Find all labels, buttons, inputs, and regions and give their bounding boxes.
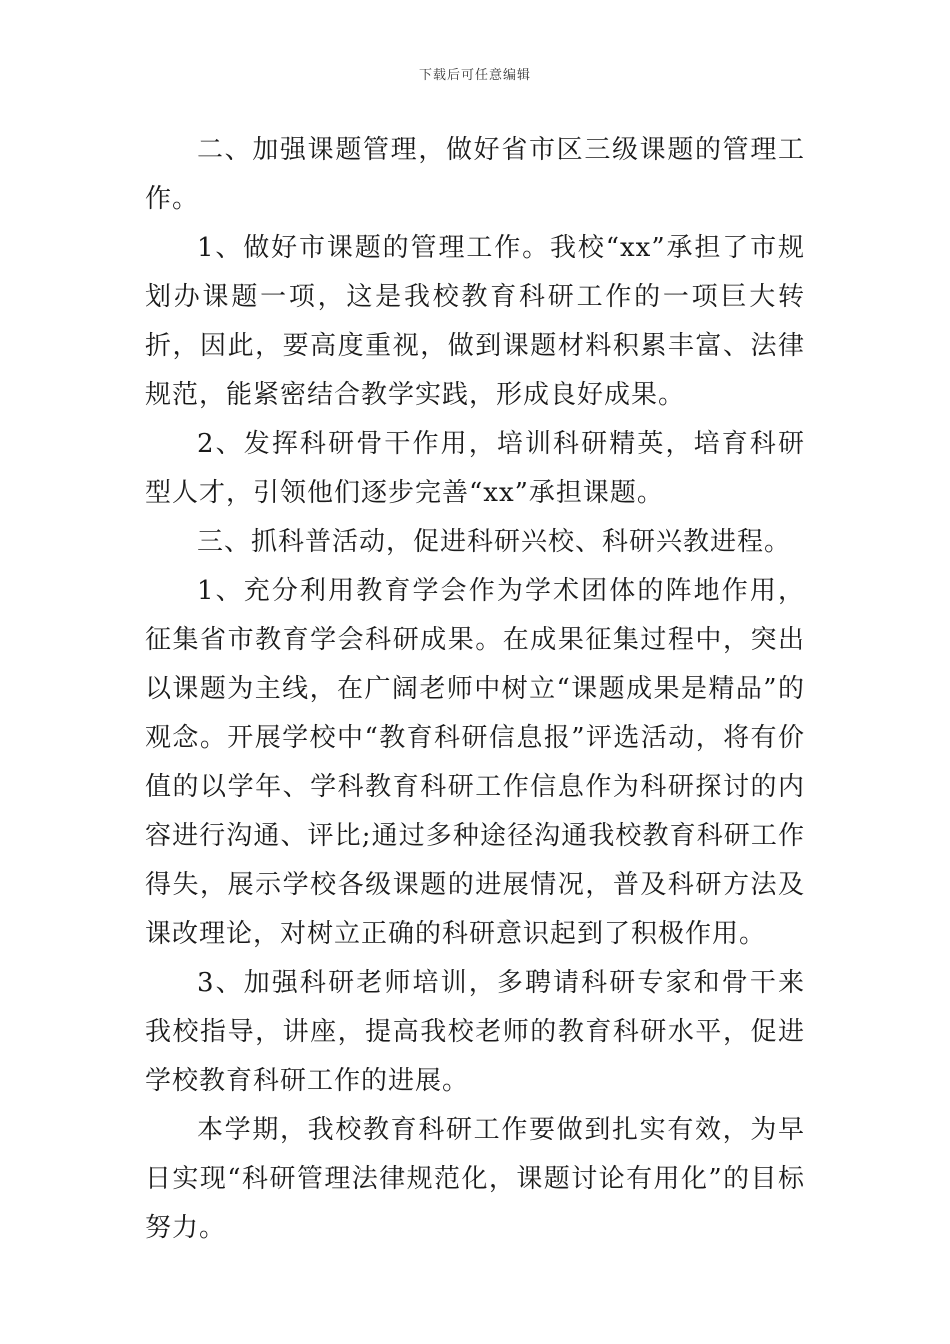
document-body	[145, 126, 805, 1253]
paragraph-section-3-heading: 三、抓科普活动，促进科研兴校、科研兴教进程。	[197, 527, 792, 557]
paragraph-item-3-teacher-training: 3、加强科研老师培训，多聘请科研专家和骨干来我校指导，讲座，提高我校老师的教育科研水平，促进学校教育科研工作的进展。	[145, 968, 805, 1096]
page-header-note: 下载后可任意编辑	[418, 68, 531, 83]
paragraph-item-2-research-backbone: 2、发挥科研骨干作用，培训科研精英，培育科研型人才，引领他们逐步完善“xx”承担课题。	[145, 429, 805, 508]
paragraph-item-1-education-society: 1、充分利用教育学会作为学术团体的阵地作用，征集省市教育学会科研成果。在成果征集过程中，突出以课题为主线，在广阔老师中树立“课题成果是精品”的观念。开展学校中“教育科研信息报”评选活动，将有价值的以学年、学科教育科研工作信息作为科研探讨的内容进行沟通、评比;通过多种途径沟通我校教育科研工作得失，展示学校各级课题的进展情况，普及科研方法及课改理论，对树立正确的科研意识起到了积极作用。	[145, 576, 805, 949]
paragraph-section-2-heading: 二、加强课题管理，做好省市区三级课题的管理工作。	[145, 135, 805, 214]
paragraph-conclusion: 本学期，我校教育科研工作要做到扎实有效，为早日实现“科研管理法律规范化，课题讨论有用化”的目标努力。	[145, 1115, 805, 1243]
paragraph-item-1-city-project: 1、做好市课题的管理工作。我校“xx”承担了市规划办课题一项，这是我校教育科研工作的一项巨大转折，因此，要高度重视，做到课题材料积累丰富、法律规范，能紧密结合教学实践，形成良好成果。	[145, 233, 805, 410]
